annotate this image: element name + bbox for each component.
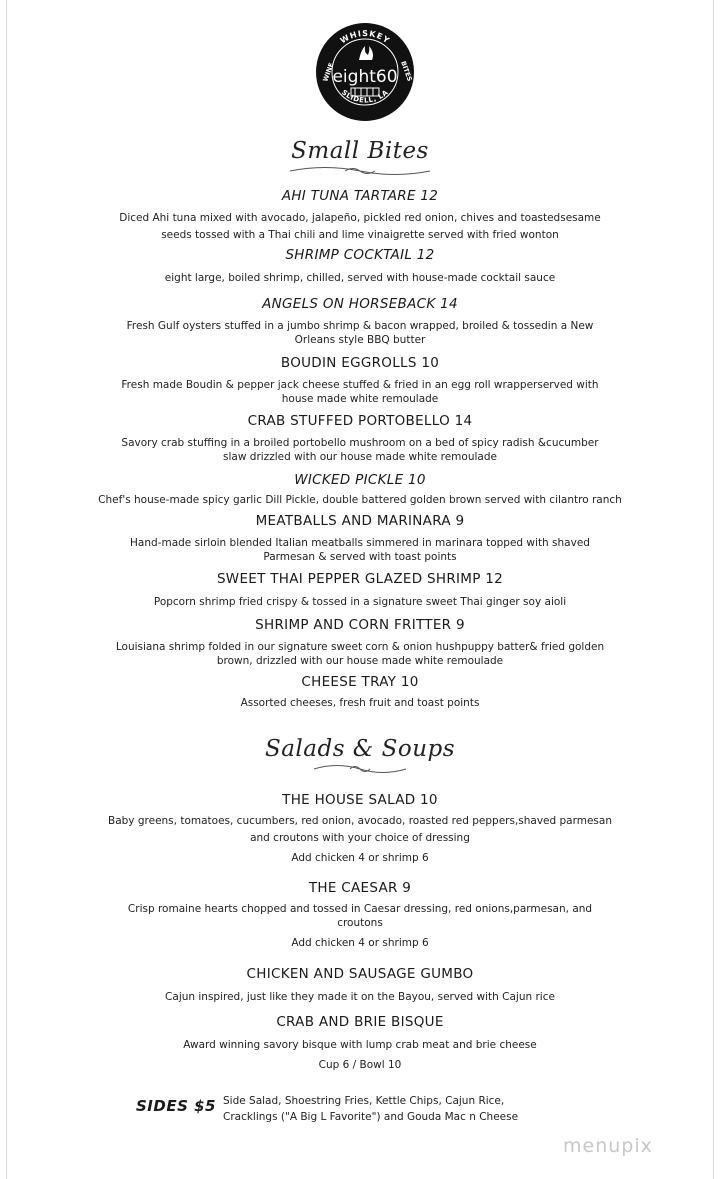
logo-wordmark: eight60 xyxy=(332,67,398,87)
menu-item-crab-brie-bisque xyxy=(60,1014,660,1072)
item-add-on: Add chicken 4 or shrimp 6 xyxy=(291,852,429,864)
item-size-prices: Cup 6 / Bowl 10 xyxy=(318,1059,402,1071)
item-name: THE CAESAR 9 xyxy=(308,880,412,896)
desc-line: Louisiana shrimp folded in our signature sweet corn & onion hushpuppy batter& fried golden xyxy=(115,641,605,653)
desc-line: slaw drizzled with our house made white remoulade xyxy=(223,451,497,463)
item-desc xyxy=(60,211,660,242)
item-desc xyxy=(40,493,680,507)
item-desc xyxy=(60,1038,660,1052)
flourish-small-bites xyxy=(0,163,720,182)
desc-line: house made white remoulade xyxy=(281,393,439,405)
item-desc xyxy=(60,378,660,406)
menu-item-angels-on-horseback xyxy=(60,296,660,347)
item-desc xyxy=(60,595,660,609)
item-name: SWEET THAI PEPPER GLAZED SHRIMP 12 xyxy=(216,571,504,587)
desc-line: Baby greens, tomatoes, cucumbers, red onion, avocado, roasted red peppers,shaved parmesan xyxy=(108,815,612,827)
menupix-watermark: menupix xyxy=(563,1135,653,1157)
sides-line: Cracklings ("A Big L Favorite") and Gouda Mac n Cheese xyxy=(223,1111,519,1123)
item-name: BOUDIN EGGROLLS 10 xyxy=(280,355,440,371)
desc-line: Fresh made Boudin & pepper jack cheese stuffed & fried in an egg roll wrapperserved with xyxy=(121,379,599,391)
desc-line: Cajun inspired, just like they made it on the Bayou, served with Cajun rice xyxy=(165,991,555,1003)
item-desc xyxy=(60,536,660,564)
item-desc xyxy=(60,319,660,347)
eight60-logo xyxy=(315,22,415,122)
menu-item-gumbo xyxy=(60,966,660,1004)
item-name: AHI TUNA TARTARE 12 xyxy=(281,188,439,204)
desc-line: Diced Ahi tuna mixed with avocado, jalapeño, pickled red onion, chives and toastedsesame xyxy=(119,212,601,224)
desc-line: Parmesan & served with toast points xyxy=(263,551,457,563)
menu-item-meatballs-marinara xyxy=(60,513,660,564)
item-name: THE HOUSE SALAD 10 xyxy=(282,792,438,808)
desc-line: Crisp romaine hearts chopped and tossed in Caesar dressing, red onions,parmesan, and xyxy=(127,903,593,915)
desc-line: eight large, boiled shrimp, chilled, served with house-made cocktail sauce xyxy=(164,272,556,284)
item-desc xyxy=(60,814,660,845)
desc-line: Chef's house-made spicy garlic Dill Pickle, double battered golden brown served with cilantro ranch xyxy=(98,494,622,506)
menu-item-house-salad xyxy=(60,792,660,865)
item-name: SHRIMP AND CORN FRITTER 9 xyxy=(255,617,465,633)
flourish-salads-soups xyxy=(0,761,720,780)
logo-ring-bottom: SLIDELL, LA xyxy=(339,88,391,105)
menu-item-shrimp-cocktail xyxy=(60,247,660,285)
desc-line: Hand-made sirloin blended Italian meatballs simmered in marinara topped with shaved xyxy=(130,537,590,549)
item-name: CHEESE TRAY 10 xyxy=(301,674,419,690)
sides-label: SIDES $5 xyxy=(136,1097,216,1115)
menu-item-cheese-tray xyxy=(60,674,660,710)
desc-line: Fresh Gulf oysters stuffed in a jumbo shrimp & bacon wrapped, broiled & tossedin a New xyxy=(126,320,594,332)
desc-line: Savory crab stuffing in a broiled portobello mushroom on a bed of spicy radish &cucumber xyxy=(121,437,599,449)
section-title-small-bites: Small Bites xyxy=(291,138,429,164)
menu-item-crab-stuffed-portobello xyxy=(60,413,660,464)
item-desc xyxy=(60,436,660,464)
item-add-on: Add chicken 4 or shrimp 6 xyxy=(291,937,429,949)
item-desc xyxy=(60,902,660,930)
item-name: CRAB AND BRIE BISQUE xyxy=(276,1014,444,1030)
item-name: ANGELS ON HORSEBACK 14 xyxy=(262,296,458,312)
desc-line: Popcorn shrimp fried crispy & tossed in a signature sweet Thai ginger soy aioli xyxy=(153,596,567,608)
item-desc xyxy=(60,696,660,710)
menu-item-caesar xyxy=(60,880,660,950)
item-desc xyxy=(60,990,660,1004)
item-name: WICKED PICKLE 10 xyxy=(294,472,426,488)
desc-line: seeds tossed with a Thai chili and lime vinaigrette served with fried wonton xyxy=(161,229,559,241)
menu-item-boudin-eggrolls xyxy=(60,355,660,406)
logo-ring-right: BITES xyxy=(399,59,414,83)
logo-ring-left: WINE xyxy=(321,61,336,83)
item-name: CRAB STUFFED PORTOBELLO 14 xyxy=(247,413,473,429)
desc-line: Award winning savory bisque with lump crab meat and brie cheese xyxy=(183,1039,537,1051)
item-desc xyxy=(60,640,660,668)
menu-item-ahi-tuna xyxy=(60,188,660,242)
item-name: CHICKEN AND SAUSAGE GUMBO xyxy=(246,966,474,982)
logo-ring-top: WHISKEY xyxy=(338,28,392,46)
menu-item-shrimp-corn-fritter xyxy=(60,617,660,668)
desc-line: brown, drizzled with our house made white remoulade xyxy=(216,655,504,667)
item-desc xyxy=(60,271,660,285)
desc-line: croutons xyxy=(337,917,383,929)
item-name: SHRIMP COCKTAIL 12 xyxy=(285,247,435,263)
menu-item-wicked-pickle xyxy=(40,472,680,507)
menu-item-sweet-thai-shrimp xyxy=(60,571,660,609)
desc-line: Assorted cheeses, fresh fruit and toast points xyxy=(240,697,480,709)
section-title-salads-soups: Salads & Soups xyxy=(264,736,456,762)
item-name: MEATBALLS AND MARINARA 9 xyxy=(255,513,465,529)
sides-list xyxy=(223,1093,583,1125)
desc-line: and croutons with your choice of dressing xyxy=(250,832,470,844)
desc-line: Orleans style BBQ butter xyxy=(294,334,426,346)
sides-line: Side Salad, Shoestring Fries, Kettle Chips, Cajun Rice, xyxy=(223,1095,505,1107)
